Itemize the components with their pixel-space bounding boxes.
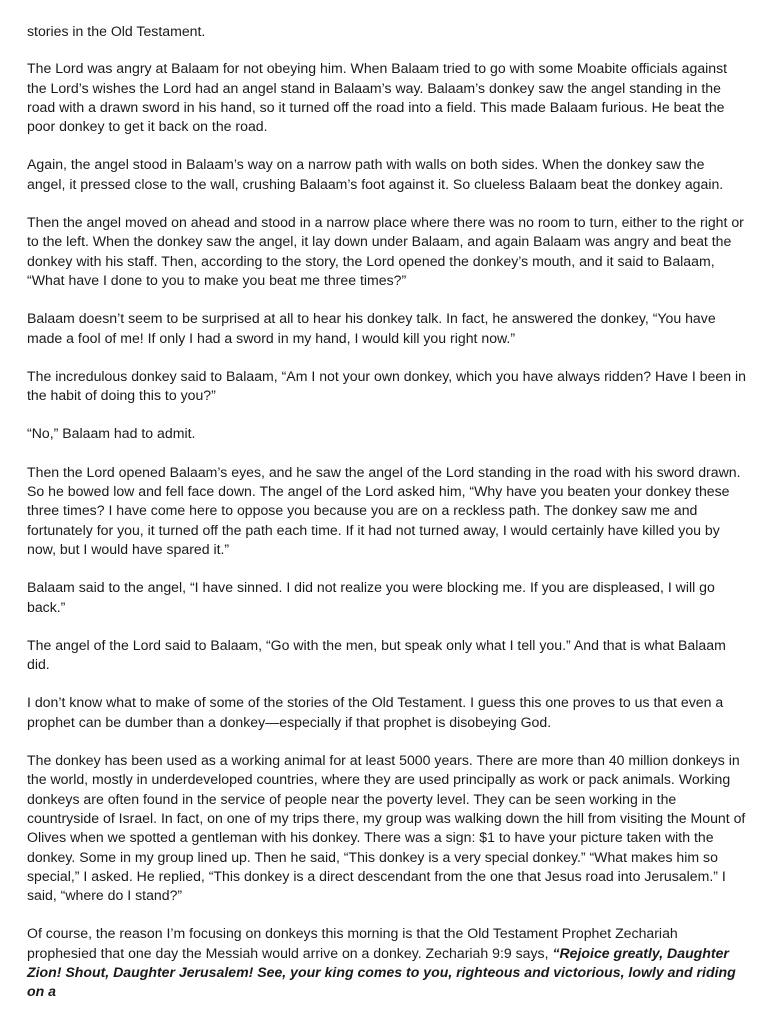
scripture-quote: “Rejoice greatly, Daughter Zion! Shout, Daughter Jerusalem! See, your king comes to you, righteous and victorious, lowly and riding on a xyxy=(27,944,736,1000)
paragraph-9: Balaam said to the angel, “I have sinned. I did not realize you were blocking me. If you are displeased, I will go back.” xyxy=(27,579,715,615)
paragraph-13-lead: Of course, the reason I’m focusing on donkeys this morning is that the Old Testament Prophet Zechariah prophesied that one day the Messiah would arrive on a donkey. Zechariah 9:9 says, xyxy=(27,925,678,961)
paragraph-7: “No,” Balaam had to admit. xyxy=(27,425,196,442)
paragraph-13 xyxy=(27,924,746,1001)
paragraph-10: The angel of the Lord said to Balaam, “Go with the men, but speak only what I tell you.” And that is what Balaam did. xyxy=(27,636,726,673)
paragraph-3: Again, the angel stood in Balaam’s way on a narrow path with walls on both sides. When the donkey saw the angel, it pressed close to the wall, crushing Balaam’s foot against it. So clueless Balaam beat the donkey again. xyxy=(27,156,724,192)
paragraph-2: The Lord was angry at Balaam for not obeying him. When Balaam tried to go with some Moabite officials against the Lord’s wishes the Lord had an angel stand in Balaam’s way. Balaam’s donkey saw the angel standing in the road with a drawn sword in his hand, so it turned off the road into a field. This made Balaam furious. He beat the poor donkey to get it back on the road. xyxy=(27,60,728,135)
paragraph-11: I don’t know what to make of some of the stories of the Old Testament. I guess this one proves to us that even a prophet can be dumber than a donkey—especially if that prophet is disobeying God. xyxy=(27,694,724,730)
paragraph-5: Balaam doesn’t seem to be surprised at all to hear his donkey talk. In fact, he answered the donkey, “You have made a fool of me! If only I had a sword in my hand, I would kill you right now.” xyxy=(27,310,716,346)
paragraph-1: stories in the Old Testament. xyxy=(27,23,206,39)
paragraph-6: The incredulous donkey said to Balaam, “Am I not your own donkey, which you have always ridden? Have I been in the habit of doing this to you?” xyxy=(27,367,746,404)
paragraph-12: The donkey has been used as a working animal for at least 5000 years. There are more than 40 million donkeys in the world, mostly in underdeveloped countries, where they are used principally as work or pack animals. Working donkeys are often found in the service of people near the poverty level. They can be seen working in the countryside of Israel. In fact, on one of my trips there, my group was walking down the hill from visiting the Mount of Olives when we spotted a gentleman with his donkey. There was a sign: $1 to have your picture taken with the donkey. Some in my group lined up. Then he said, “This donkey is a very special donkey.” “What makes him so special,” I asked. He replied, “This donkey is a direct descendant from the one that Jesus road into Jerusalem.” I said, “where do I stand?” xyxy=(27,752,746,904)
paragraph-4: Then the angel moved on ahead and stood in a narrow place where there was no room to turn, either to the right or to the left. When the donkey saw the angel, it lay down under Balaam, and again Balaam was angry and beat the donkey with his staff. Then, according to the story, the Lord opened the donkey’s mouth, and it said to Balaam, “What have I done to you to make you beat me three times?” xyxy=(27,214,744,288)
paragraph-8: Then the Lord opened Balaam’s eyes, and he saw the angel of the Lord standing in the road with his sword drawn. So he bowed low and fell face down. The angel of the Lord asked him, “Why have you beaten your donkey these three times? I have come here to oppose you because you are on a reckless path. The donkey saw me and fortunately for you, it turned off the path each time. If it had not turned away, I would certainly have killed you by now, but I would have spared it.” xyxy=(27,463,741,557)
